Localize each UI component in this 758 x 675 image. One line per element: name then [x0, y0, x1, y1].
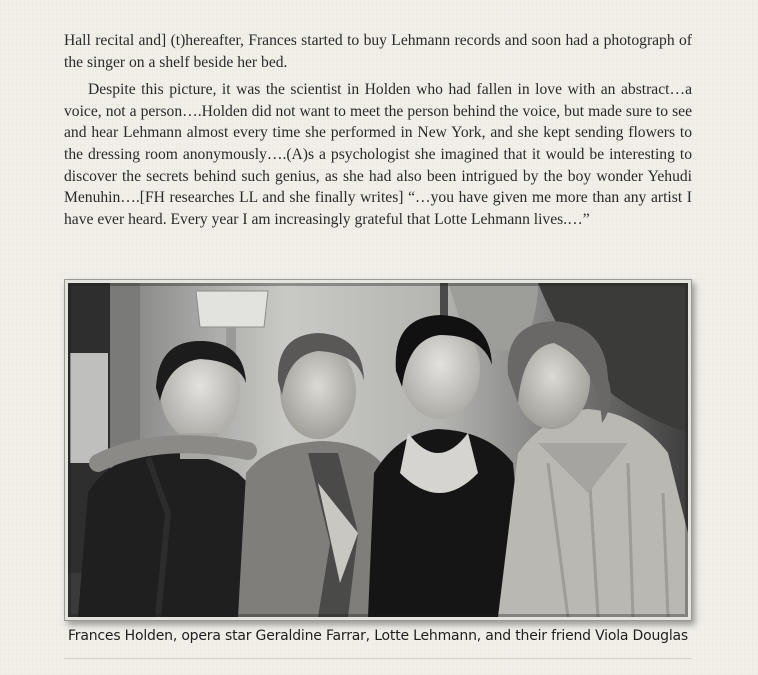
historic-photograph	[64, 279, 692, 621]
photo-caption: Frances Holden, opera star Geraldine Farrar, Lotte Lehmann, and their friend Viola Douglas	[67, 628, 689, 644]
paragraph-2: Despite this picture, it was the scientist in Holden who had fallen in love with an abstract…a voice, not a person….Holden did not want to meet the person behind the voice, but made sure to see and hear Lehmann almost every time she performed in New York, and she kept sending flowers to the dressing room anonymously….(A)s a psychologist she imagined that it would be interesting to discover the secrets behind such genius, as she had also been intrigued by the boy wonder Yehudi Menuhin….[FH researches LL and she finally writes] “…you have given me more than any artist I have ever heard. Every year I am increasingly grateful that Lotte Lehmann lives.…”	[64, 81, 692, 228]
article-text	[64, 30, 692, 230]
paragraph-1: Hall recital and] (t)hereafter, Frances started to buy Lehmann records and soon had a photograph of the singer on a shelf beside her bed.	[64, 32, 692, 71]
divider	[64, 658, 692, 659]
photograph-illustration	[68, 283, 688, 617]
